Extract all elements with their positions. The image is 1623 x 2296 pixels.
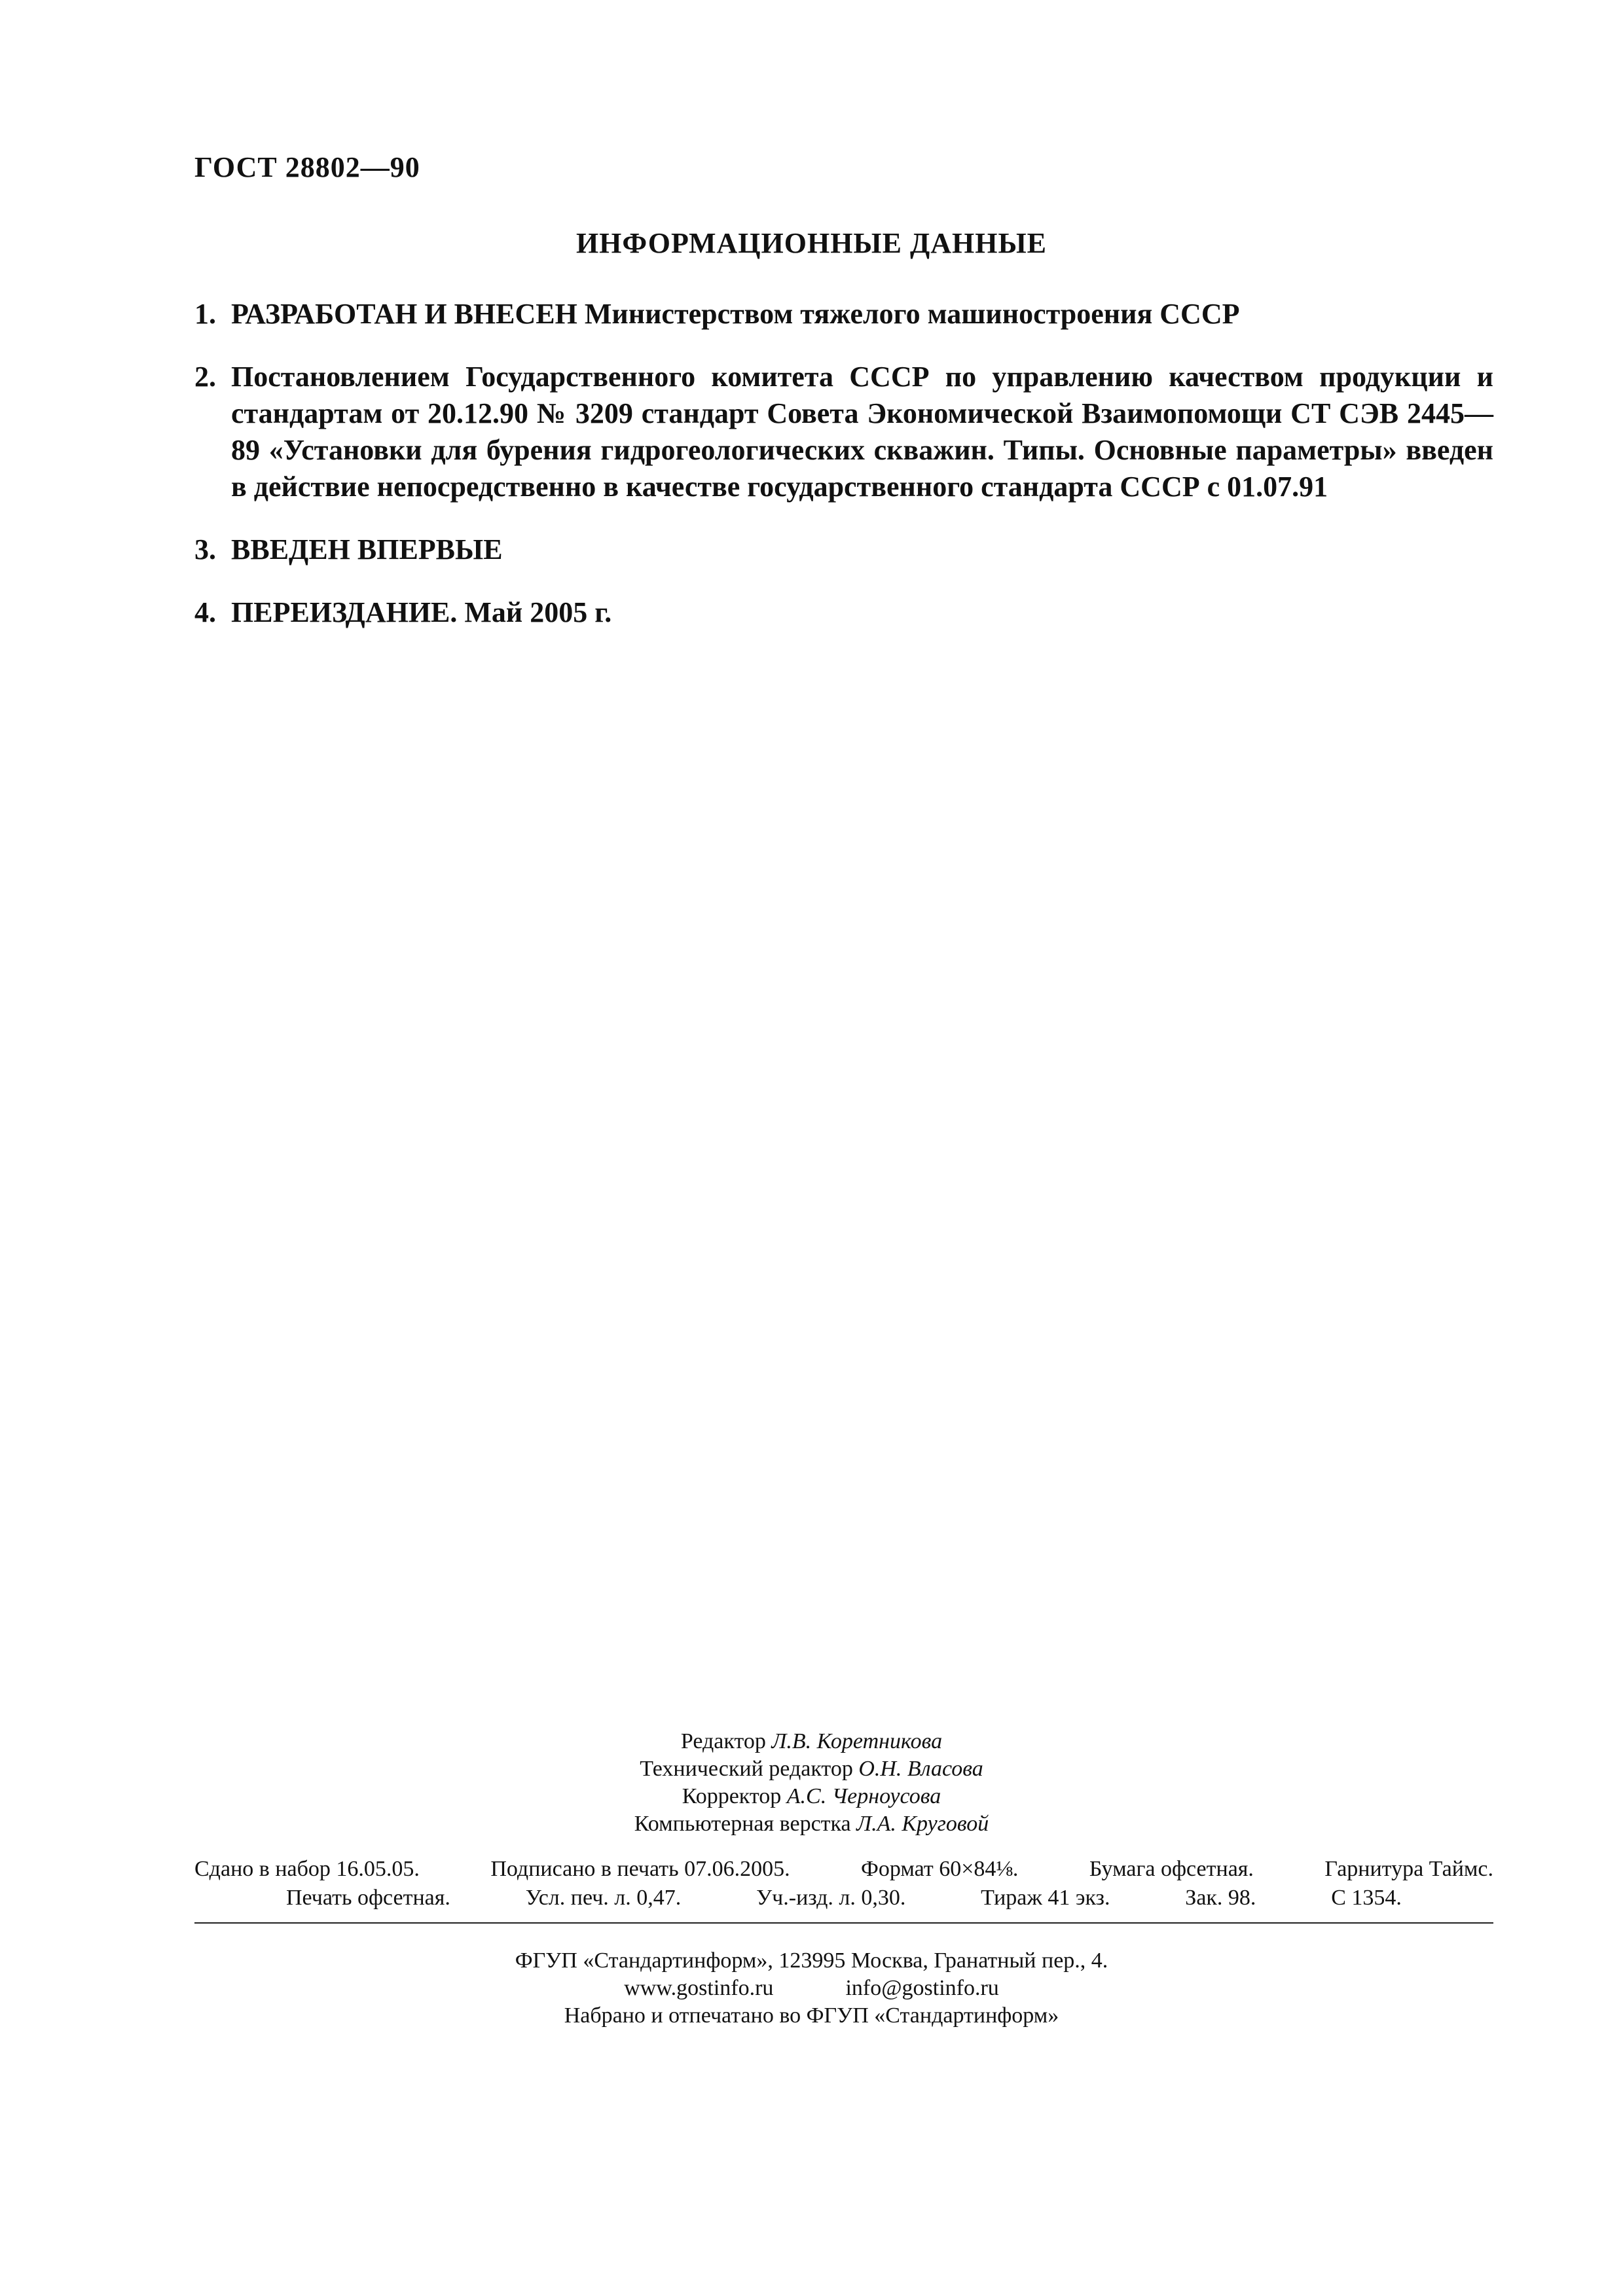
credit-role: Технический редактор — [640, 1757, 853, 1781]
imprint-field: Бумага офсетная. — [1089, 1857, 1254, 1881]
item-text: ВВЕДЕН ВПЕРВЫЕ — [231, 533, 503, 565]
imprint-field: Гарнитура Таймс. — [1324, 1857, 1493, 1881]
publisher-block — [0, 1947, 1623, 2030]
imprint-field: Подписано в печать 07.06.2005. — [490, 1857, 790, 1881]
section-title: ИНФОРМАЦИОННЫЕ ДАННЫЕ — [575, 227, 1048, 259]
item-text: Постановлением Государственного комитета СССР по управлению качеством продукции и стандартам от 20.12.90 № 3209 стандарт Совета Экономической Взаимопомощи СТ СЭВ 2445—89 «Установки для бурения гидрогеологических скважин. Типы. Основные параметры» введен в действие непосредственно в качестве государственного стандарта СССР с 01.07.91 — [231, 361, 1493, 503]
credit-proofreader — [0, 1783, 1623, 1810]
item-number: 4. — [194, 596, 216, 628]
publisher-address: ФГУП «Стандартинформ», 123995 Москва, Гранатный пер., 4. — [515, 1948, 1108, 1973]
list-item — [194, 296, 1493, 332]
credit-tech-editor — [0, 1755, 1623, 1783]
list-item — [194, 359, 1493, 505]
credit-layout — [0, 1810, 1623, 1838]
publisher-contacts — [0, 1975, 1623, 2002]
imprint-field: Сдано в набор 16.05.05. — [194, 1857, 420, 1881]
imprint-field: С 1354. — [1331, 1886, 1402, 1910]
imprint-field: Печать офсетная. — [286, 1886, 450, 1910]
credit-name: Л.В. Коретникова — [771, 1729, 943, 1753]
imprint-line-2 — [194, 1884, 1493, 1912]
divider — [194, 1922, 1493, 1924]
publisher-email: info@gostinfo.ru — [845, 1976, 999, 2000]
credits-block — [0, 1728, 1623, 1838]
document-code: ГОСТ 28802—90 — [194, 151, 420, 183]
info-list — [194, 296, 1493, 657]
credit-name: О.Н. Власова — [858, 1757, 983, 1781]
item-number: 3. — [194, 533, 216, 565]
credit-role: Корректор — [682, 1784, 782, 1808]
item-text: ПЕРЕИЗДАНИЕ. Май 2005 г. — [231, 596, 612, 628]
imprint-field: Усл. печ. л. 0,47. — [525, 1886, 682, 1910]
imprint-field: Формат 60×84⅛. — [861, 1857, 1019, 1881]
credit-name: А.С. Черноусова — [786, 1784, 941, 1808]
imprint-field: Тираж 41 экз. — [981, 1886, 1110, 1910]
credit-role: Редактор — [680, 1729, 766, 1753]
credit-role: Компьютерная верстка — [634, 1812, 851, 1836]
imprint-field: Зак. 98. — [1185, 1886, 1256, 1910]
list-item — [194, 531, 1493, 568]
list-item — [194, 594, 1493, 631]
item-number: 1. — [194, 298, 216, 330]
imprint-field: Уч.-изд. л. 0,30. — [756, 1886, 906, 1910]
publisher-website: www.gostinfo.ru — [624, 1976, 774, 2000]
imprint-line-1 — [194, 1855, 1493, 1884]
credit-editor — [0, 1728, 1623, 1755]
imprint-block — [194, 1855, 1493, 1912]
publisher-printed: Набрано и отпечатано во ФГУП «Стандартинформ» — [564, 2003, 1059, 2028]
item-number: 2. — [194, 361, 216, 393]
credit-name: Л.А. Круговой — [856, 1812, 989, 1836]
item-text: РАЗРАБОТАН И ВНЕСЕН Министерством тяжелого машиностроения СССР — [231, 298, 1240, 330]
